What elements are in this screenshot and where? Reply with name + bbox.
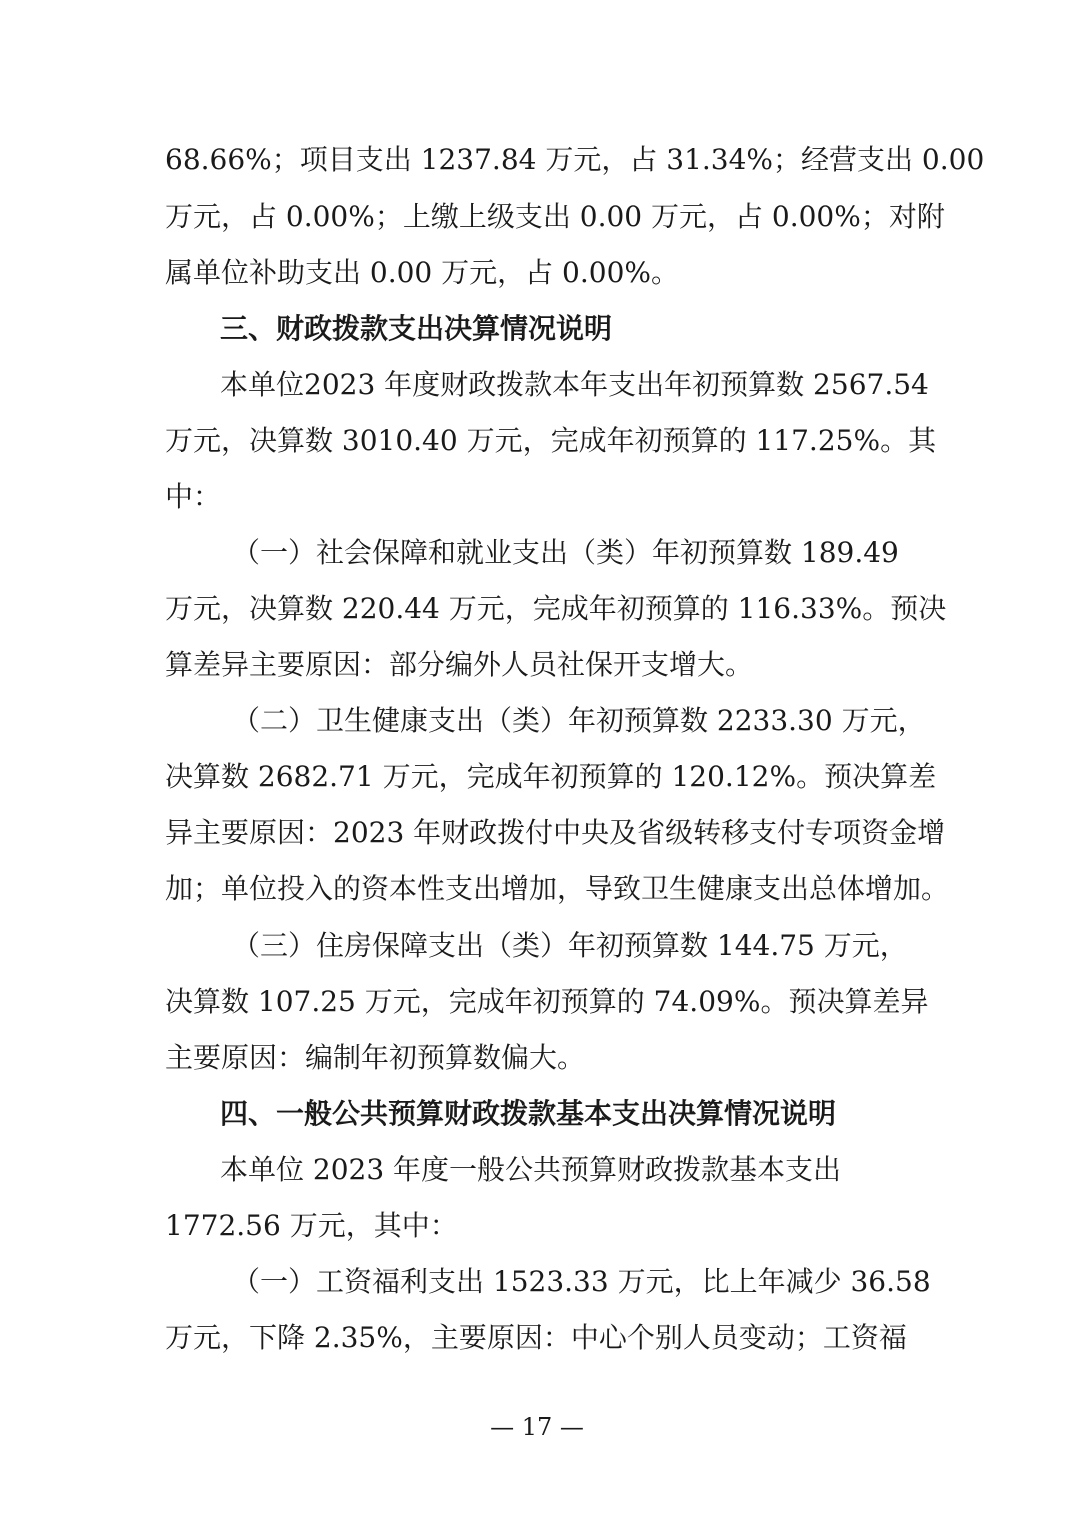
paragraph-line: 主要原因：编制年初预算数偏大。	[165, 1041, 586, 1074]
paragraph-line: 1772.56 万元，其中：	[165, 1209, 458, 1242]
section-heading-3: 三、财政拨款支出决算情况说明	[220, 312, 613, 345]
paragraph-line: 中：	[165, 480, 222, 513]
paragraph-line: 万元，决算数 3010.40 万元，完成年初预算的 117.25%。其	[165, 424, 937, 457]
paragraph-line: （一）社会保障和就业支出（类）年初预算数 189.49	[232, 536, 899, 569]
paragraph-line: 算差异主要原因：部分编外人员社保开支增大。	[165, 648, 754, 681]
section-heading-4: 四、一般公共预算财政拨款基本支出决算情况说明	[220, 1097, 837, 1130]
paragraph-line: 加；单位投入的资本性支出增加，导致卫生健康支出总体增加。	[165, 872, 950, 905]
paragraph-line: 万元，下降 2.35%，主要原因：中心个别人员变动；工资福	[165, 1321, 907, 1354]
paragraph-line: 属单位补助支出 0.00 万元，占 0.00%。	[165, 256, 679, 289]
paragraph-line: 万元，占 0.00%；上缴上级支出 0.00 万元，占 0.00%；对附	[165, 200, 945, 233]
paragraph-line: （三）住房保障支出（类）年初预算数 144.75 万元，	[232, 929, 908, 962]
page-number: — 17 —	[490, 1413, 584, 1441]
paragraph-line: 68.66%；项目支出 1237.84 万元，占 31.34%；经营支出 0.00	[165, 143, 985, 176]
paragraph-line: 万元，决算数 220.44 万元，完成年初预算的 116.33%。预决	[165, 592, 947, 625]
paragraph-line: 决算数 2682.71 万元，完成年初预算的 120.12%。预决算差	[165, 760, 937, 793]
paragraph-line: 决算数 107.25 万元，完成年初预算的 74.09%。预决算差异	[165, 985, 929, 1018]
paragraph-line: 本单位2023 年度财政拨款本年支出年初预算数 2567.54	[220, 368, 929, 401]
paragraph-line: （一）工资福利支出 1523.33 万元，比上年减少 36.58	[232, 1265, 931, 1298]
paragraph-line: （二）卫生健康支出（类）年初预算数 2233.30 万元，	[232, 704, 926, 737]
paragraph-line: 本单位 2023 年度一般公共预算财政拨款基本支出	[220, 1153, 842, 1186]
paragraph-line: 异主要原因：2023 年财政拨付中央及省级转移支付专项资金增	[165, 816, 946, 849]
